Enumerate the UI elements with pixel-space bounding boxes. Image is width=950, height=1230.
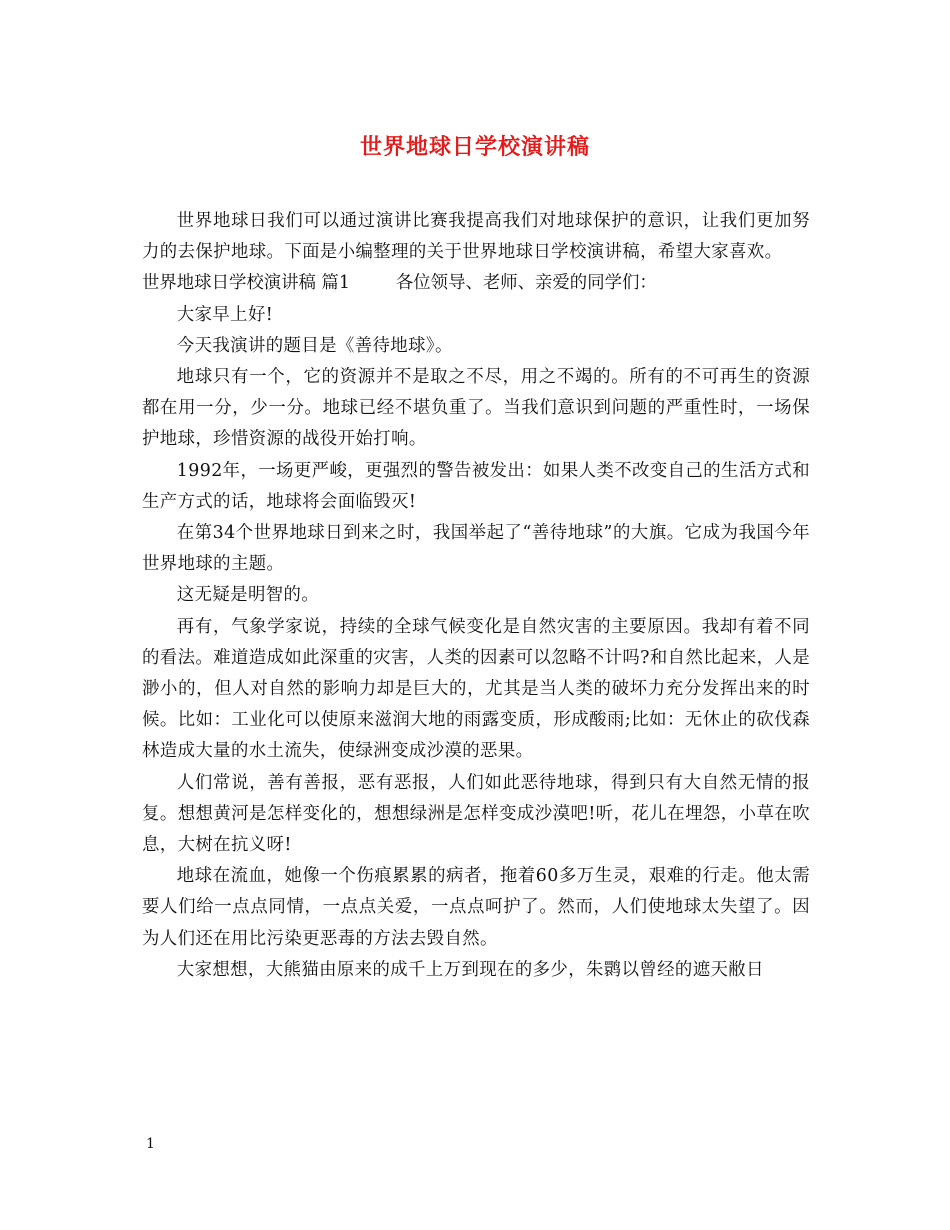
section-heading-line <box>142 268 810 299</box>
section-heading: 世界地球日学校演讲稿 篇1 <box>142 273 350 294</box>
paragraph-retribution: 人们常说，善有善报，恶有恶报，人们如此恶待地球，得到只有大自然无情的报复。想想黄河是怎样变化的，想想绿洲是怎样变成沙漠吧!听，花儿在埋怨，小草在吹息，大树在抗义呀! <box>142 772 810 856</box>
salutation: 各位领导、老师、亲爱的同学们： <box>395 273 657 294</box>
paragraph-climate: 再有，气象学家说，持续的全球气候变化是自然灾害的主要原因。我却有着不同的看法。难道造成如此深重的灾害，人类的因素可以忽略不计吗?和自然比起来，人是渺小的，但人对自然的影响力却是巨大的，尤其是当人类的破坏力充分发挥出来的时候。比如：工业化可以使原来滋润大地的雨露变质，形成酸雨;比如：无休止的砍伐森林造成大量的水土流失，使绿洲变成沙漠的恶果。 <box>142 616 810 762</box>
page-number: 1 <box>146 1136 155 1152</box>
paragraph-wise: 这无疑是明智的。 <box>176 585 320 606</box>
page-title: 世界地球日学校演讲稿 <box>359 134 590 160</box>
paragraph-panda: 大家想想，大熊猫由原来的成千上万到现在的多少，朱鹮以曾经的遮天敝日 <box>176 959 764 980</box>
paragraph-1992-warning: 1992年，一场更严峻，更强烈的警告被发出：如果人类不改变自己的生活方式和生产方式的话，地球将会面临毁灭! <box>142 460 810 512</box>
paragraph-topic: 今天我演讲的题目是《善待地球》。 <box>176 335 453 356</box>
paragraph-earth-day-theme: 在第34个世界地球日到来之时，我国举起了“善待地球”的大旗。它成为我国今年世界地球的主题。 <box>142 523 810 575</box>
paragraph-greeting: 大家早上好! <box>176 304 274 325</box>
document-body <box>142 206 810 986</box>
paragraph-resources: 地球只有一个，它的资源并不是取之不尽，用之不竭的。所有的不可再生的资源都在用一分，少一分。地球已经不堪负重了。当我们意识到问题的严重性时，一场保护地球，珍惜资源的战役开始打响。 <box>142 367 810 450</box>
intro-paragraph: 世界地球日我们可以通过演讲比赛我提高我们对地球保护的意识，让我们更加努力的去保护地球。下面是小编整理的关于世界地球日学校演讲稿，希望大家喜欢。 <box>142 211 810 263</box>
paragraph-earth-bleeding: 地球在流血，她像一个伤痕累累的病者，拖着60多万生灵，艰难的行走。他太需要人们给一点点同情，一点点关爱，一点点呵护了。然而，人们使地球太失望了。因为人们还在用比污染更恶毒的方法去毁自然。 <box>142 866 810 949</box>
